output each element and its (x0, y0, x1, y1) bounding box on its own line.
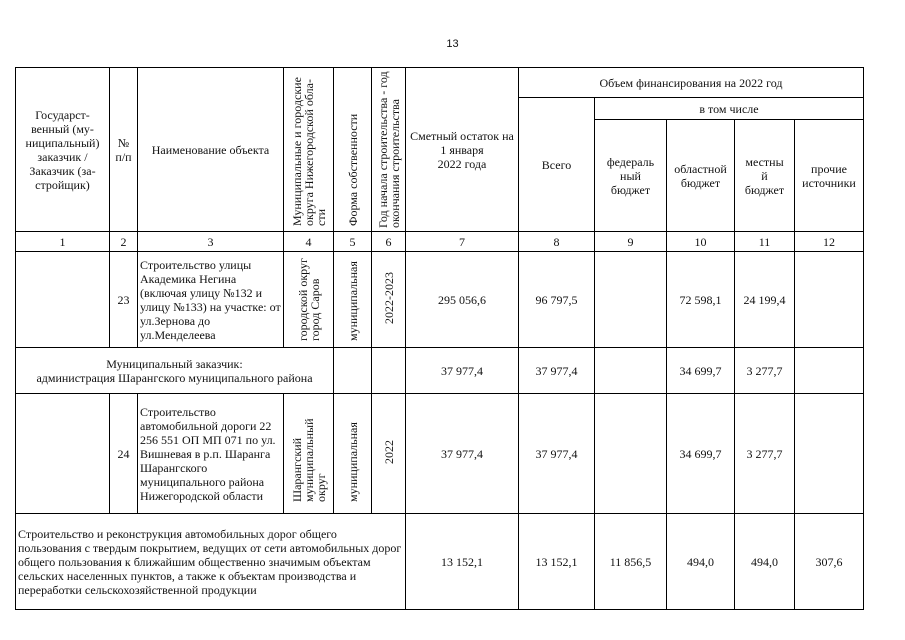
row-regional: 34 699,7 (667, 394, 735, 514)
row-years (372, 394, 406, 514)
row-regional: 72 598,1 (667, 252, 735, 348)
subtotal-empty (372, 348, 406, 394)
section-balance: 13 152,1 (406, 514, 519, 610)
col-number: 3 (138, 232, 284, 252)
subtotal-row (16, 348, 864, 394)
header-ownership-text: Форма собственности (345, 113, 360, 226)
subtotal-label: Муниципальный заказчик: администрация Шарангского муниципального района (16, 348, 334, 394)
header-years-text: Год начала строительства - год окончания строительства (375, 71, 402, 228)
row-ownership (334, 394, 372, 514)
section-local: 494,0 (735, 514, 795, 610)
row-federal (595, 394, 667, 514)
row-object: Строительство улицы Академика Негина (включая улицу №132 и улицу №133) на участке: от ул.Зернова до ул.Менделеева (138, 252, 284, 348)
row-years (372, 252, 406, 348)
row-district (284, 252, 334, 348)
section-other: 307,6 (795, 514, 864, 610)
row-federal (595, 252, 667, 348)
col-number: 8 (519, 232, 595, 252)
header-local: местны й бюджет (735, 120, 795, 232)
row-total: 37 977,4 (519, 394, 595, 514)
col-number: 12 (795, 232, 864, 252)
row-customer (16, 252, 110, 348)
section-row (16, 514, 864, 610)
row-local: 3 277,7 (735, 394, 795, 514)
section-regional: 494,0 (667, 514, 735, 610)
col-number: 1 (16, 232, 110, 252)
subtotal-local: 3 277,7 (735, 348, 795, 394)
row-num: 23 (110, 252, 138, 348)
header-other: прочие источники (795, 120, 864, 232)
table-row (16, 252, 864, 348)
row-ownership-text: муниципальная (345, 422, 360, 502)
subtotal-empty (334, 348, 372, 394)
row-ownership (334, 252, 372, 348)
subtotal-federal (595, 348, 667, 394)
header-regional: областной бюджет (667, 120, 735, 232)
header-financing: Объем финансирования на 2022 год (519, 68, 864, 98)
section-label: Строительство и реконструкция автомобильных дорог общего пользования с твердым покрытием, ведущих от сети автомобильных дорог общего пользования к ближайшим общественно значимым объектам сельских населенных пунктов, а также к объектам производства и переработки сельскохозяйственной продукции (16, 514, 406, 610)
row-years-text: 2022-2023 (381, 272, 396, 324)
row-other (795, 252, 864, 348)
subtotal-balance: 37 977,4 (406, 348, 519, 394)
header-district (284, 68, 334, 232)
row-num: 24 (110, 394, 138, 514)
subtotal-total: 37 977,4 (519, 348, 595, 394)
col-number: 6 (372, 232, 406, 252)
row-local: 24 199,4 (735, 252, 795, 348)
header-object: Наименование объекта (138, 68, 284, 232)
section-federal: 11 856,5 (595, 514, 667, 610)
row-balance: 295 056,6 (406, 252, 519, 348)
row-district-text: городской округ город Саров (295, 257, 322, 341)
header-district-text: Муниципальные и городские округа Нижегородской обла-сти (289, 76, 328, 226)
header-ownership (334, 68, 372, 232)
header-customer: Государст- венный (му- ниципальный) заказчик / Заказчик (за- стройщик) (16, 68, 110, 232)
row-years-text: 2022 (381, 440, 396, 464)
header-federal: федераль ный бюджет (595, 120, 667, 232)
row-ownership-text: муниципальная (345, 260, 360, 341)
section-total: 13 152,1 (519, 514, 595, 610)
row-district-text: Шарангский муниципальный округ (289, 418, 328, 502)
row-other (795, 394, 864, 514)
col-number: 4 (284, 232, 334, 252)
row-district (284, 394, 334, 514)
col-number: 10 (667, 232, 735, 252)
row-total: 96 797,5 (519, 252, 595, 348)
table-row (16, 394, 864, 514)
header-years (372, 68, 406, 232)
col-number: 11 (735, 232, 795, 252)
row-balance: 37 977,4 (406, 394, 519, 514)
row-customer (16, 394, 110, 514)
col-number: 2 (110, 232, 138, 252)
header-balance: Сметный остаток на 1 января 2022 года (406, 68, 519, 232)
row-object: Строительство автомобильной дороги 22 256 551 ОП МП 071 по ул. Вишневая в р.п. Шаранга Шарангского муниципального района Нижегородской области (138, 394, 284, 514)
financing-table (15, 67, 864, 610)
col-number: 7 (406, 232, 519, 252)
col-number: 9 (595, 232, 667, 252)
page-number: 13 (446, 38, 459, 50)
header-total: Всего (519, 98, 595, 232)
subtotal-other (795, 348, 864, 394)
header-num: № п/п (110, 68, 138, 232)
header-including: в том числе (595, 98, 864, 120)
col-number: 5 (334, 232, 372, 252)
subtotal-regional: 34 699,7 (667, 348, 735, 394)
